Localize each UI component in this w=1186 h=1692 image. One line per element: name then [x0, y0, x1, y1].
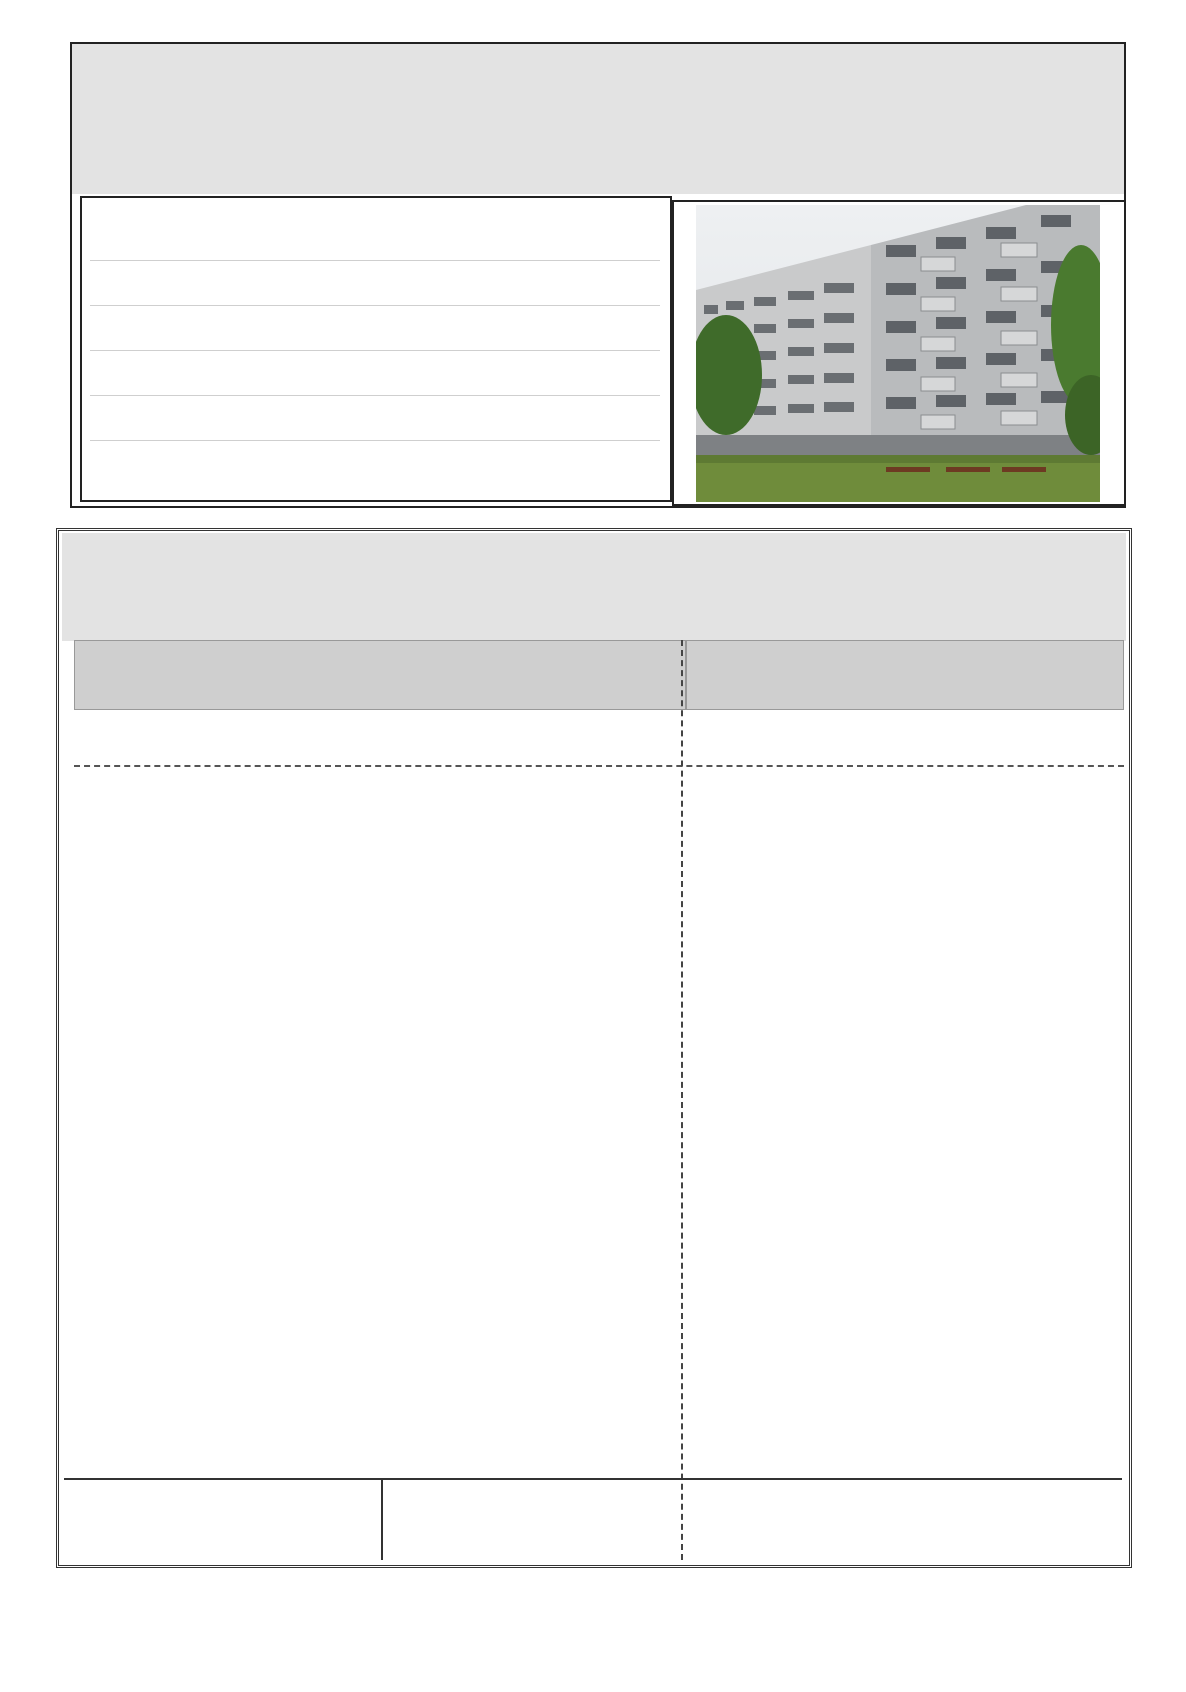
- city-row: [96, 273, 104, 295]
- divider: [90, 350, 660, 351]
- delivered-energy-header: [74, 640, 686, 710]
- type-row: [96, 318, 104, 340]
- footer-divider: [381, 1478, 383, 1560]
- specific-values-label: [74, 727, 1124, 749]
- divider: [90, 260, 660, 261]
- energy-band: [62, 533, 1126, 641]
- street-row: [96, 228, 104, 250]
- divider: [90, 440, 660, 441]
- dashed-divider: [74, 765, 1124, 767]
- divider: [90, 395, 660, 396]
- header-band: [72, 44, 1124, 194]
- building-info-box: [80, 196, 672, 502]
- divider: [90, 305, 660, 306]
- building-photo: [696, 205, 1100, 502]
- whole-building-row: [64, 1478, 1122, 1562]
- column-divider: [681, 640, 683, 1560]
- primary-energy-header: [686, 640, 1124, 710]
